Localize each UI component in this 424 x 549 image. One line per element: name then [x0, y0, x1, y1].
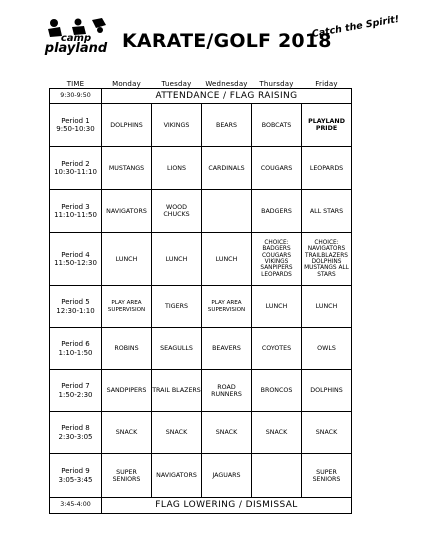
- schedule-cell: CARDINALS: [202, 147, 252, 190]
- schedule-cell: BRONCOS: [252, 370, 302, 412]
- schedule-cell: SNACK: [252, 412, 302, 454]
- schedule-cell: TRAIL BLAZERS: [152, 370, 202, 412]
- period-time: 1:10-1:50: [58, 348, 93, 357]
- period-time-cell: [50, 147, 102, 190]
- period-label: Period 8: [61, 424, 90, 432]
- camp-playland-logo: [40, 16, 112, 60]
- schedule-cell: LIONS: [152, 147, 202, 190]
- period-label: Period 7: [61, 382, 90, 390]
- col-header-friday: Friday: [315, 80, 338, 88]
- period-time-cell: [50, 286, 102, 328]
- schedule-cell: COUGARS: [252, 147, 302, 190]
- schedule-cell: ALL STARS: [302, 190, 352, 233]
- schedule-cell: DOLPHINS: [302, 370, 352, 412]
- schedule-cell: NAVIGATORS: [102, 190, 152, 233]
- schedule-table: [49, 77, 352, 514]
- schedule-cell: BEAVERS: [202, 328, 252, 370]
- banner-time: 9:30-9:50: [50, 89, 102, 104]
- schedule-cell: SUPER SENIORS: [302, 454, 352, 498]
- logo-line1: camp: [60, 33, 92, 44]
- period-time: 2:30-3:05: [58, 432, 93, 441]
- schedule-cell: BADGERS: [252, 190, 302, 233]
- table-row: [50, 412, 352, 454]
- schedule-cell: PLAY AREA SUPERVISION: [202, 286, 252, 328]
- page-title: KARATE/GOLF 2018: [122, 30, 332, 52]
- period-time: 9:50-10:30: [56, 125, 95, 133]
- table-row: [50, 498, 352, 514]
- schedule-cell: JAGUARS: [202, 454, 252, 498]
- period-time: 11:10-11:50: [54, 211, 97, 219]
- table-row: [50, 104, 352, 147]
- schedule-cell: SNACK: [152, 412, 202, 454]
- period-time: 11:50-12:30: [54, 259, 97, 267]
- table-row: [50, 233, 352, 286]
- schedule-cell: SNACK: [202, 412, 252, 454]
- schedule-cell: LUNCH: [252, 286, 302, 328]
- schedule-cell: COYOTES: [252, 328, 302, 370]
- schedule-cell: LUNCH: [152, 233, 202, 286]
- period-time-cell: [50, 104, 102, 147]
- schedule-cell: CHOICE: BADGERS COUGARS VIKINGS SANPIPERS LEOPARDS: [252, 233, 302, 286]
- table-row: [50, 328, 352, 370]
- schedule-cell: PLAYLAND PRIDE: [302, 104, 352, 147]
- table-row: [50, 370, 352, 412]
- table-row: [50, 190, 352, 233]
- schedule-cell: LUNCH: [202, 233, 252, 286]
- schedule-cell: LUNCH: [302, 286, 352, 328]
- period-time: 3:05-3:45: [58, 475, 93, 484]
- col-header-thursday: Thursday: [259, 80, 294, 88]
- col-header-tuesday: Tuesday: [161, 80, 192, 88]
- banner-attendance: ATTENDANCE / FLAG RAISING: [102, 89, 352, 104]
- schedule-cell: [202, 190, 252, 233]
- table-row: [50, 147, 352, 190]
- schedule-cell: SEAGULLS: [152, 328, 202, 370]
- period-time-cell: [50, 233, 102, 286]
- table-row: [50, 454, 352, 498]
- period-time-cell: [50, 190, 102, 233]
- period-time-cell: [50, 370, 102, 412]
- col-header-wednesday: Wednesday: [205, 80, 248, 88]
- schedule-cell: ROAD RUNNERS: [202, 370, 252, 412]
- schedule-cell: CHOICE: NAVIGATORS TRAILBLAZERS DOLPHINS MUSTANGS ALL STARS: [302, 233, 352, 286]
- header-row: [50, 77, 352, 89]
- schedule-cell: BOBCATS: [252, 104, 302, 147]
- schedule-cell: VIKINGS: [152, 104, 202, 147]
- schedule-cell: SNACK: [302, 412, 352, 454]
- schedule-cell: OWLS: [302, 328, 352, 370]
- period-label: Period 1: [61, 116, 90, 125]
- period-time: 12:30-1:10: [56, 306, 95, 315]
- period-time: 10:30-11:10: [54, 168, 97, 176]
- col-header-time: TIME: [66, 80, 85, 88]
- banner-dismissal: FLAG LOWERING / DISMISSAL: [102, 498, 352, 514]
- period-label: Period 4: [61, 250, 90, 259]
- col-header-monday: Monday: [112, 80, 141, 88]
- schedule-cell: NAVIGATORS: [152, 454, 202, 498]
- period-label: Period 3: [61, 202, 90, 211]
- period-time-cell: [50, 454, 102, 498]
- schedule-cell: LEOPARDS: [302, 147, 352, 190]
- tagline: Catch the Spirit!: [311, 13, 401, 40]
- period-label: Period 2: [61, 159, 90, 168]
- table-row: [50, 89, 352, 104]
- period-label: Period 5: [61, 298, 90, 306]
- logo-wordmark: [40, 34, 112, 55]
- schedule-cell: DOLPHINS: [102, 104, 152, 147]
- schedule-cell: MUSTANGS: [102, 147, 152, 190]
- period-time-cell: [50, 412, 102, 454]
- schedule-cell: SANDPIPERS: [102, 370, 152, 412]
- period-time-cell: [50, 328, 102, 370]
- period-label: Period 9: [61, 467, 90, 475]
- schedule-cell: LUNCH: [102, 233, 152, 286]
- schedule-cell: SUPER SENIORS: [102, 454, 152, 498]
- schedule-cell: TIGERS: [152, 286, 202, 328]
- banner-time: 3:45-4:00: [50, 498, 102, 514]
- period-time: 1:50-2:30: [58, 390, 93, 399]
- logo-line2: playland: [44, 41, 108, 56]
- schedule-cell: SNACK: [102, 412, 152, 454]
- schedule-cell: PLAY AREA SUPERVISION: [102, 286, 152, 328]
- period-label: Period 6: [61, 340, 90, 348]
- table-row: [50, 286, 352, 328]
- schedule-cell: BEARS: [202, 104, 252, 147]
- schedule-cell: [252, 454, 302, 498]
- schedule-cell: WOOD CHUCKS: [152, 190, 202, 233]
- schedule-cell: ROBINS: [102, 328, 152, 370]
